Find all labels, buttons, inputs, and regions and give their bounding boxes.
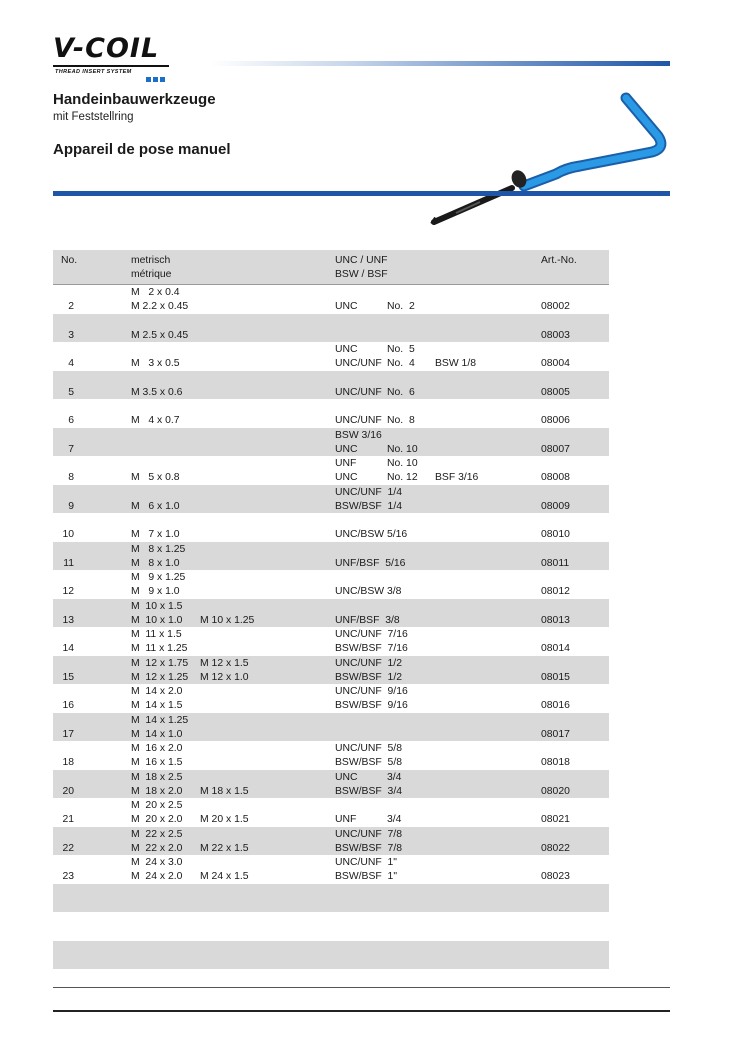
cell-art: 08016 xyxy=(541,700,570,711)
row-number: 22 xyxy=(62,842,74,854)
cell-m: M 14 x 1.5 xyxy=(131,700,183,711)
cell-u1: UNC xyxy=(335,301,358,312)
header-bsw-bsf: BSW / BSF xyxy=(335,269,388,280)
cell-m: M 2.5 x 0.45 xyxy=(131,329,189,341)
cell-art: 08021 xyxy=(541,814,570,825)
cell-m: M 4 x 0.7 xyxy=(131,415,180,426)
cell-m2: M 12 x 1.0 xyxy=(200,671,249,683)
table-row xyxy=(53,285,609,314)
page-title-fr: Appareil de pose manuel xyxy=(53,141,231,158)
cell-u1: UNF/BSF 3/8 xyxy=(335,614,400,626)
cell-m: M 2 x 0.4 xyxy=(131,287,180,298)
cell-u1: UNC/UNF xyxy=(335,358,382,369)
row-number: 15 xyxy=(62,671,74,683)
cell-m: M 14 x 1.25 xyxy=(131,714,189,726)
cell-u1: UNC xyxy=(335,443,358,455)
row-number: 11 xyxy=(63,557,74,569)
row-number: 17 xyxy=(62,728,74,740)
table-row xyxy=(53,399,609,428)
cell-m: M 14 x 2.0 xyxy=(131,686,183,697)
table-row xyxy=(53,314,609,343)
row-number: 18 xyxy=(62,757,74,768)
cell-art: 08014 xyxy=(541,643,570,654)
cell-m2: M 22 x 1.5 xyxy=(200,842,249,854)
row-number: 12 xyxy=(62,586,74,597)
cell-art: 08004 xyxy=(541,358,570,369)
header-unc-unf: UNC / UNF xyxy=(335,255,388,266)
vcoil-logo xyxy=(53,34,173,78)
cell-u2: No. 8 xyxy=(387,415,415,426)
cell-m: M 7 x 1.0 xyxy=(131,529,180,540)
cell-art: 08011 xyxy=(541,557,570,569)
cell-u1: BSW/BSF 1/2 xyxy=(335,671,402,683)
row-number: 9 xyxy=(68,500,74,512)
cell-m: M 11 x 1.5 xyxy=(131,629,182,640)
cell-u1: UNC/BSW 3/8 xyxy=(335,586,402,597)
cell-u1: BSW/BSF 1" xyxy=(335,871,398,882)
logo-underline xyxy=(53,65,169,67)
header-gradient-rule xyxy=(210,61,670,66)
table-row xyxy=(53,542,609,571)
table-row xyxy=(53,684,609,713)
cell-art: 08010 xyxy=(541,529,570,540)
cell-u2: 3/4 xyxy=(387,814,402,825)
cell-u1: BSW/BSF 7/8 xyxy=(335,842,402,854)
cell-u1: UNC xyxy=(335,472,358,483)
row-number: 20 xyxy=(62,785,74,797)
cell-u1: BSW/BSF 9/16 xyxy=(335,700,408,711)
cell-m: M 12 x 1.75 xyxy=(131,657,189,669)
table-row xyxy=(53,570,609,599)
cell-art: 08018 xyxy=(541,757,570,768)
table-row xyxy=(53,827,609,856)
cell-m2: M 24 x 1.5 xyxy=(200,871,249,882)
header-metric-fr: métrique xyxy=(131,269,172,280)
cell-u1: BSW/BSF 7/16 xyxy=(335,643,408,654)
cell-art: 08008 xyxy=(541,472,570,483)
cell-u2: 3/4 xyxy=(387,771,402,783)
cell-m: M 3.5 x 0.6 xyxy=(131,386,183,398)
cell-m: M 9 x 1.25 xyxy=(131,572,186,583)
cell-m: M 20 x 2.5 xyxy=(131,800,183,811)
row-number: 4 xyxy=(68,358,74,369)
table-row xyxy=(53,770,609,799)
cell-u1: BSW/BSF 5/8 xyxy=(335,757,402,768)
table-row xyxy=(53,912,609,941)
cell-m2: M 12 x 1.5 xyxy=(200,657,249,669)
cell-m: M 2.2 x 0.45 xyxy=(131,301,189,312)
cell-art: 08007 xyxy=(541,443,570,455)
row-number: 8 xyxy=(68,472,74,483)
header-no: No. xyxy=(61,255,78,266)
cell-u1: UNC/UNF 5/8 xyxy=(335,743,402,754)
cell-u1: UNC/UNF xyxy=(335,415,382,426)
cell-u2: No. 10 xyxy=(387,443,418,455)
cell-m: M 12 x 1.25 xyxy=(131,671,189,683)
cell-art: 08013 xyxy=(541,614,570,626)
cell-u1: UNC xyxy=(335,771,358,783)
table-row xyxy=(53,713,609,742)
cell-u1: UNC/UNF 1/2 xyxy=(335,657,402,669)
cell-m: M 24 x 3.0 xyxy=(131,857,183,868)
logo-tagline: THREAD INSERT SYSTEM xyxy=(55,69,132,75)
header-metric-de: metrisch xyxy=(131,255,171,266)
title-blue-rule xyxy=(53,191,670,196)
cell-m: M 18 x 2.0 xyxy=(131,785,183,797)
table-row xyxy=(53,599,609,628)
table-row xyxy=(53,798,609,827)
cell-art: 08002 xyxy=(541,301,570,312)
cell-m2: M 18 x 1.5 xyxy=(200,785,249,797)
cell-m: M 22 x 2.5 xyxy=(131,828,183,840)
cell-u2: No. 2 xyxy=(387,301,415,312)
row-number: 21 xyxy=(62,814,74,825)
logo-dots xyxy=(146,69,167,75)
row-number: 10 xyxy=(62,529,74,540)
page-title-de: Handeinbauwerkzeuge xyxy=(53,91,216,108)
table-row xyxy=(53,371,609,400)
cell-art: 08012 xyxy=(541,586,570,597)
table-row xyxy=(53,627,609,656)
cell-u1: UNC/UNF 1" xyxy=(335,857,397,868)
cell-m: M 18 x 2.5 xyxy=(131,771,183,783)
cell-m: M 20 x 2.0 xyxy=(131,814,183,825)
cell-u2: No. 12 xyxy=(387,472,418,483)
row-number: 7 xyxy=(68,443,74,455)
cell-m: M 16 x 1.5 xyxy=(131,757,183,768)
footer-rule-thin xyxy=(53,987,670,988)
cell-u2: No. 10 xyxy=(387,458,418,469)
cell-u2: No. 5 xyxy=(387,344,415,355)
cell-u2: No. 4 xyxy=(387,358,415,369)
row-number: 6 xyxy=(68,415,74,426)
cell-u1: UNC/BSW 5/16 xyxy=(335,529,408,540)
cell-m: M 14 x 1.0 xyxy=(131,728,183,740)
row-number: 3 xyxy=(68,329,74,341)
cell-art: 08006 xyxy=(541,415,570,426)
cell-u1: BSW 3/16 xyxy=(335,429,382,441)
cell-m: M 3 x 0.5 xyxy=(131,358,180,369)
cell-u1: UNF xyxy=(335,458,357,469)
cell-m: M 8 x 1.0 xyxy=(131,557,180,569)
cell-m: M 10 x 1.0 xyxy=(131,614,183,626)
header-art-no: Art.-No. xyxy=(541,255,577,266)
cell-art: 08022 xyxy=(541,842,570,854)
cell-u1: UNC xyxy=(335,344,358,355)
table-row xyxy=(53,428,609,457)
cell-art: 08023 xyxy=(541,871,570,882)
cell-u1: BSW/BSF 3/4 xyxy=(335,785,402,797)
cell-art: 08009 xyxy=(541,500,570,512)
cell-m2: M 10 x 1.25 xyxy=(200,614,255,626)
cell-u1: UNC/UNF xyxy=(335,386,382,398)
cell-m2: M 20 x 1.5 xyxy=(200,814,249,825)
cell-u1: UNC/UNF 9/16 xyxy=(335,686,408,697)
row-number: 14 xyxy=(62,643,74,654)
table-row xyxy=(53,656,609,685)
row-number: 23 xyxy=(62,871,74,882)
cell-m: M 10 x 1.5 xyxy=(131,600,183,612)
cell-u1: UNC/UNF 1/4 xyxy=(335,486,402,498)
cell-m: M 9 x 1.0 xyxy=(131,586,180,597)
cell-m: M 16 x 2.0 xyxy=(131,743,183,754)
table-body xyxy=(53,285,609,969)
table-header xyxy=(53,250,609,285)
cell-m: M 5 x 0.8 xyxy=(131,472,180,483)
cell-art: 08020 xyxy=(541,785,570,797)
cell-art: 08003 xyxy=(541,329,570,341)
cell-art: 08005 xyxy=(541,386,570,398)
table-row xyxy=(53,855,609,884)
cell-art: 08015 xyxy=(541,671,570,683)
table-row xyxy=(53,884,609,913)
cell-u1: BSW/BSF 1/4 xyxy=(335,500,402,512)
row-number: 2 xyxy=(68,301,74,312)
cell-m: M 11 x 1.25 xyxy=(131,643,188,654)
cell-u2: No. 6 xyxy=(387,386,415,398)
table-row xyxy=(53,741,609,770)
cell-u1: UNF xyxy=(335,814,357,825)
cell-m: M 6 x 1.0 xyxy=(131,500,180,512)
table-row xyxy=(53,941,609,970)
cell-m: M 24 x 2.0 xyxy=(131,871,183,882)
cell-m: M 22 x 2.0 xyxy=(131,842,183,854)
row-number: 13 xyxy=(62,614,74,626)
row-number: 5 xyxy=(68,386,74,398)
footer-rule-thick xyxy=(53,1010,670,1012)
page-subtitle-de: mit Feststellring xyxy=(53,111,134,123)
hand-tool-illustration xyxy=(420,86,680,232)
cell-m: M 8 x 1.25 xyxy=(131,543,186,555)
logo-wordmark: V-COIL xyxy=(53,33,160,64)
row-number: 16 xyxy=(62,700,74,711)
cell-art: 08017 xyxy=(541,728,570,740)
cell-u3: BSW 1/8 xyxy=(435,358,476,369)
cell-u1: UNC/UNF 7/8 xyxy=(335,828,402,840)
table-row xyxy=(53,456,609,485)
cell-u1: UNC/UNF 7/16 xyxy=(335,629,408,640)
cell-u1: UNF/BSF 5/16 xyxy=(335,557,406,569)
cell-u3: BSF 3/16 xyxy=(435,472,479,483)
table-row xyxy=(53,342,609,371)
table-row xyxy=(53,513,609,542)
table-row xyxy=(53,485,609,514)
size-table xyxy=(53,250,609,969)
